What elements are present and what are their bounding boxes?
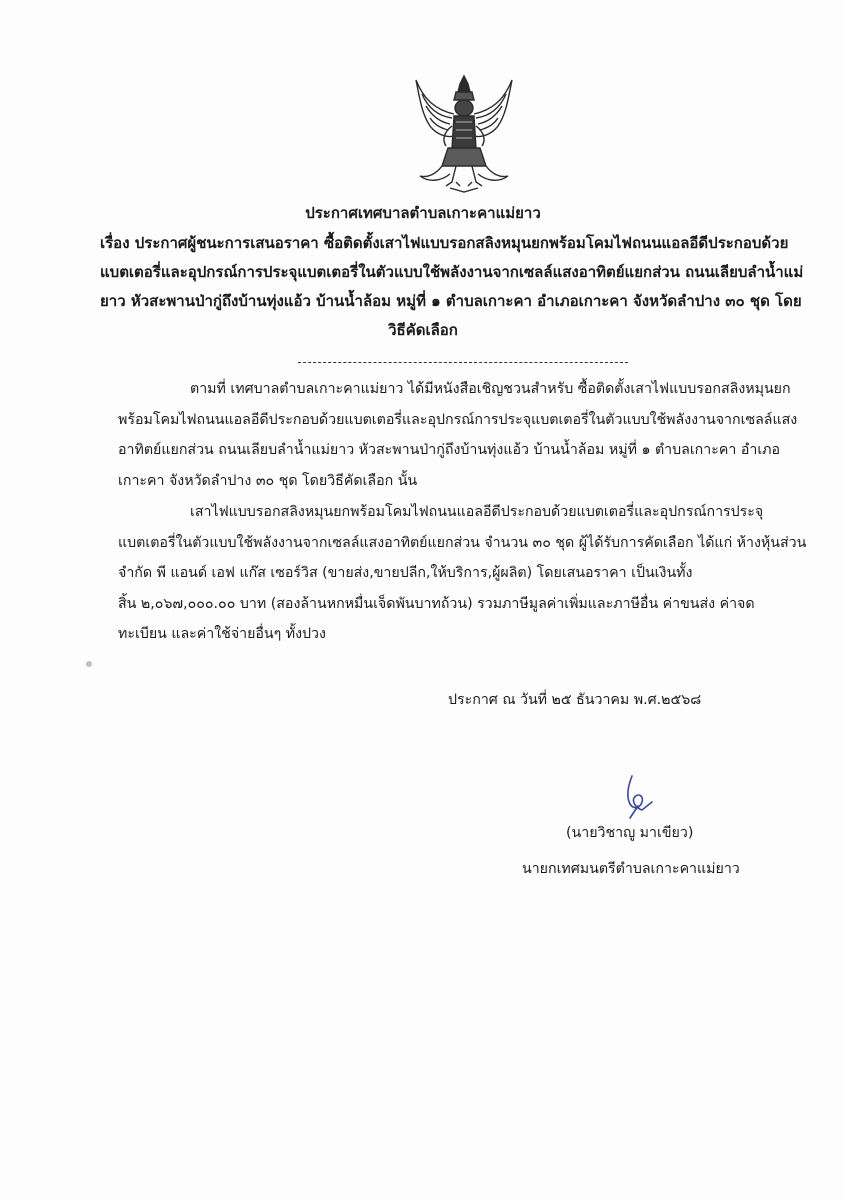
signer-title: นายกเทศมนตรีตำบลเกาะคาแม่ยาว	[522, 861, 740, 877]
subject-line: ยาว หัวสะพานป่ากู่ถึงบ้านทุ่งแอ้ว บ้านน้ำล้อม หมู่ที่ ๑ ตำบลเกาะคา อำเภอเกาะคา จังหวัดลำปาง ๓๐ ชุด โดย	[100, 292, 802, 310]
garuda-emblem-icon	[406, 70, 522, 194]
paragraph-line: เสาไฟแบบรอกสลิงหมุนยกพร้อมโคมไฟถนนแอลอีดีประกอบด้วยแบตเตอรี่และอุปกรณ์การประจุ	[190, 504, 764, 520]
paragraph-line: แบตเตอรี่ในตัวแบบใช้พลังงานจากเซลล์แสงอาทิตย์แยกส่วน จำนวน ๓๐ ชุด ผู้ได้รับการคัดเลือก ได้แก่ ห้างหุ้นส่วน	[118, 534, 807, 551]
announcement-date: ประกาศ ณ วันที่ ๒๕ ธันวาคม พ.ศ.๒๕๖๘	[448, 692, 702, 708]
paper-speck	[86, 661, 92, 667]
paragraph-line: พร้อมโคมไฟถนนแอลอีดีประกอบด้วยแบตเตอรี่และอุปกรณ์การประจุแบตเตอรี่ในตัวแบบใช้พลังงานจากเซลล์แสง	[118, 411, 798, 428]
announcement-subject	[100, 229, 804, 345]
divider-line	[298, 362, 628, 363]
subject-line: เรื่อง ประกาศผู้ชนะการเสนอราคา ซื้อติดตั้งเสาไฟแบบรอกสลิงหมุนยกพร้อมโคมไฟถนนแอลอีดีประกอบด้วย	[100, 234, 789, 252]
paragraph-line: ทะเบียน และค่าใช้จ่ายอื่นๆ ทั้งปวง	[118, 626, 326, 642]
paragraph-line: อาทิตย์แยกส่วน ถนนเลียบลำน้ำแม่ยาว หัวสะพานป่ากู่ถึงบ้านทุ่งแอ้ว บ้านน้ำล้อม หมู่ที่ ๑ ตำบลเกาะคา อำเภอ	[118, 442, 781, 458]
signature-icon	[618, 772, 658, 822]
organization-title: ประกาศเทศบาลตำบลเกาะคาแม่ยาว	[305, 204, 541, 222]
paragraph-line: จำกัด พี แอนด์ เอฟ แก๊ส เซอร์วิส (ขายส่ง,ขายปลีก,ให้บริการ,ผู้ผลิต) โดยเสนอราคา เป็นเงินทั้ง	[118, 565, 693, 581]
signer-name: (นายวิชาญู มาเขียว)	[566, 825, 694, 841]
paragraph-line: สิ้น ๒,๐๖๗,๐๐๐.๐๐ บาท (สองล้านหกหมื่นเจ็ดพันบาทถ้วน) รวมภาษีมูลค่าเพิ่มและภาษีอื่น ค่าขนส่ง ค่าจด	[118, 595, 755, 612]
paragraph-winner	[118, 497, 807, 650]
paragraph-line: ตามที่ เทศบาลตำบลเกาะคาแม่ยาว ได้มีหนังสือเชิญชวนสำหรับ ซื้อติดตั้งเสาไฟแบบรอกสลิงหมุนยก	[190, 381, 791, 397]
paragraph-line: เกาะคา จังหวัดลำปาง ๓๐ ชุด โดยวิธีคัดเลือก นั้น	[118, 472, 418, 489]
subject-line: แบตเตอรี่และอุปกรณ์การประจุแบตเตอรี่ในตัวแบบใช้พลังงานจากเซลล์แสงอาทิตย์แยกส่วน ถนนเลียบลำน้ำแม่	[100, 263, 804, 281]
subject-line: วิธีคัดเลือก	[388, 321, 458, 339]
paragraph-background	[118, 374, 798, 496]
